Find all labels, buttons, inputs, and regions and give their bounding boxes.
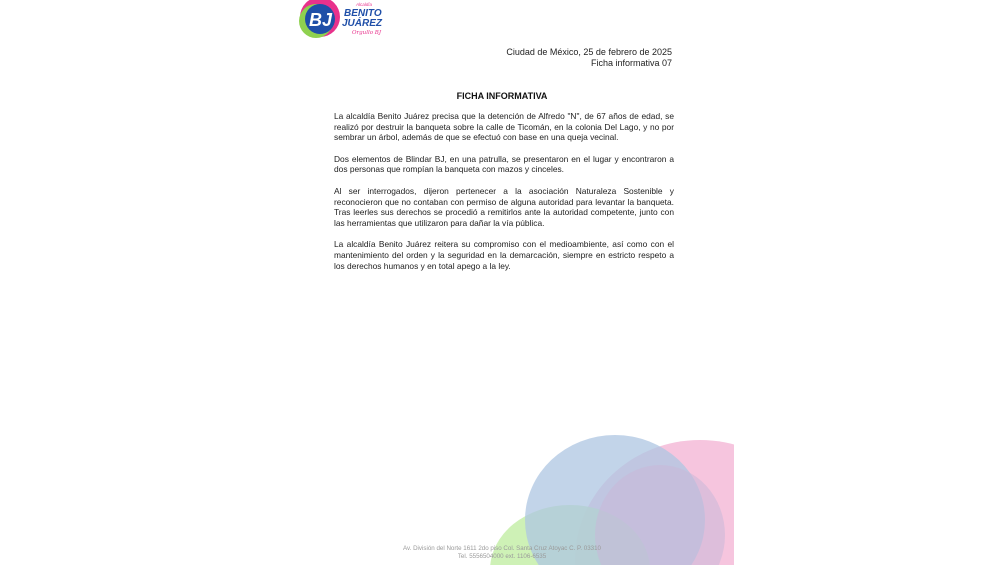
footer xyxy=(270,545,734,561)
footer-address: Av. División del Norte 1611 2do piso Col. Santa Cruz Atoyac C. P. 03310 xyxy=(403,545,601,552)
logo-top-text: Alcaldía xyxy=(356,2,373,7)
logo-tagline: Orgullo BJ xyxy=(352,30,382,36)
alcaldia-logo xyxy=(298,0,393,42)
paragraph: La alcaldía Benito Juárez precisa que la detención de Alfredo "N", de 67 años de edad, se realizó por destruir la banqueta sobre la calle de Ticomán, en la colonia Del Lago, y no por sembrar un árbol, además de que se efectuó con base en una queja vecinal. xyxy=(334,111,674,143)
paragraph: Dos elementos de Blindar BJ, en una patrulla, se presentaron en el lugar y encontraron a dos personas que rompían la banqueta con mazos y cinceles. xyxy=(334,153,674,175)
logo-initials: BJ xyxy=(309,10,333,30)
document-body xyxy=(334,111,674,282)
logo-line2: JUÁREZ xyxy=(342,18,383,29)
paragraph: Al ser interrogados, dijeron pertenecer a la asociación Naturaleza Sostenible y reconocieron que no contaban con permiso de alguna autoridad para levantar la banqueta. Tras leerles sus derechos se procedió a remitirlos ante la autoridad competente, junto con las herramientas que utilizaron para dañar la vía pública. xyxy=(334,185,674,228)
footer-phone: Tel. 5556504000 ext. 1106-6535 xyxy=(457,553,547,560)
date-block xyxy=(506,47,672,69)
decorative-shapes xyxy=(270,0,734,565)
place-date: Ciudad de México, 25 de febrero de 2025 xyxy=(506,47,672,57)
doc-number: Ficha informativa 07 xyxy=(590,58,672,68)
document-title: FICHA INFORMATIVA xyxy=(456,91,548,101)
paragraph: La alcaldía Benito Juárez reitera su compromiso con el medioambiente, así como con el mantenimiento del orden y la seguridad en la demarcación, siempre en estricto respeto a los derechos humanos y en total apego a la ley. xyxy=(334,239,674,271)
document-page xyxy=(270,0,734,565)
logo-line1: BENITO xyxy=(344,8,382,19)
